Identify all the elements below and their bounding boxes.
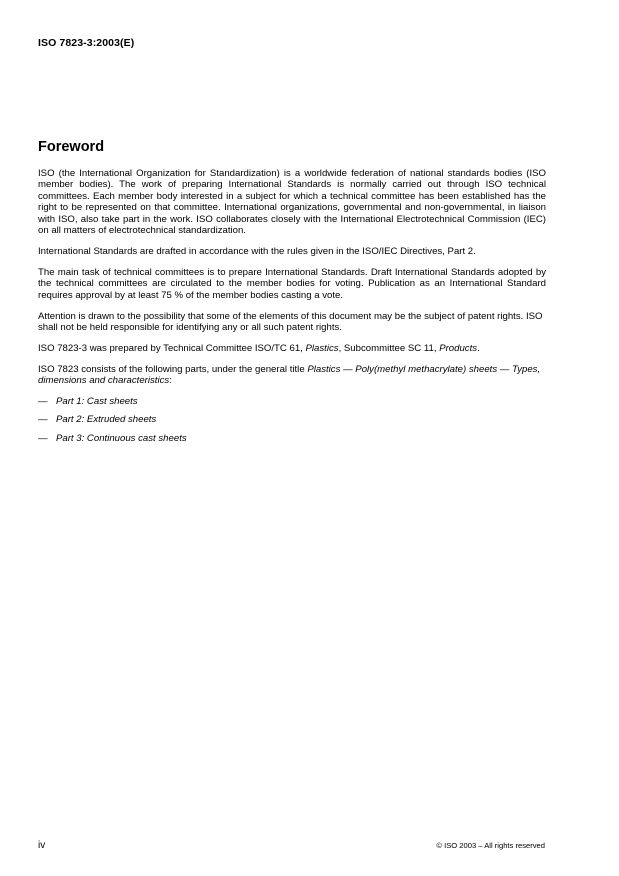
part-title: Part 1: Cast sheets (56, 396, 138, 408)
paragraph-prepared-by (38, 343, 546, 354)
paragraph-committee-task: The main task of technical committees is to prepare International Standards. Draft International Standards adopted by the technical committees are circulated to the member bodies for voting. Publication as an International Standard requires approval by at least 75 % of the member bodies casting a vote. (38, 266, 546, 301)
list-dash: — (38, 414, 48, 426)
prepared-by-middle: , Subcommittee SC 11, (338, 342, 440, 354)
paragraph-patent-notice: Attention is drawn to the possibility that some of the elements of this document may be the subject of patent rights. ISO shall not be held responsible for identifying any or all such patent rights. (38, 310, 543, 333)
general-title: Plastics — Poly(methyl methacrylate) sheets — Types, dimensions and characteristics (38, 363, 541, 387)
page-number: iv (38, 840, 46, 851)
part-title: Part 2: Extruded sheets (56, 414, 157, 426)
list-dash: — (38, 396, 48, 408)
list-dash: — (38, 432, 48, 444)
list-item (38, 433, 546, 444)
copyright-notice: © ISO 2003 – All rights reserved (436, 841, 545, 850)
list-item (38, 414, 546, 425)
paragraph-parts-intro (38, 364, 546, 387)
paragraph-iso-overview: ISO (the International Organization for Standardization) is a worldwide federation of national standards bodies (ISO member bodies). The work of preparing International Standards is normally carried out through ISO technical committees. Each member body interested in a subject for which a technical committee has been established has the right to be represented on that committee. International organizations, governmental and non-governmental, in liaison with ISO, also take part in the work. ISO collaborates closely with the International Electrotechnical Commission (IEC) on all matters of electrotechnical standardization. (38, 168, 546, 237)
parts-intro-prefix: ISO 7823 consists of the following parts, under the general title (38, 363, 308, 375)
parts-intro-suffix: : (169, 375, 172, 387)
paragraph-drafting-rules: International Standards are drafted in accordance with the rules given in the ISO/IEC Directives, Part 2. (38, 245, 476, 257)
document-id: ISO 7823-3:2003(E) (38, 37, 135, 49)
committee-name: Plastics (305, 342, 339, 354)
page-title: Foreword (38, 139, 105, 155)
list-item (38, 396, 546, 407)
part-title: Part 3: Continuous cast sheets (56, 432, 187, 444)
subcommittee-name: Products (439, 342, 478, 354)
prepared-by-prefix: ISO 7823-3 was prepared by Technical Committee ISO/TC 61, (38, 342, 306, 354)
foreword-body (38, 168, 546, 451)
prepared-by-suffix: . (477, 342, 480, 354)
